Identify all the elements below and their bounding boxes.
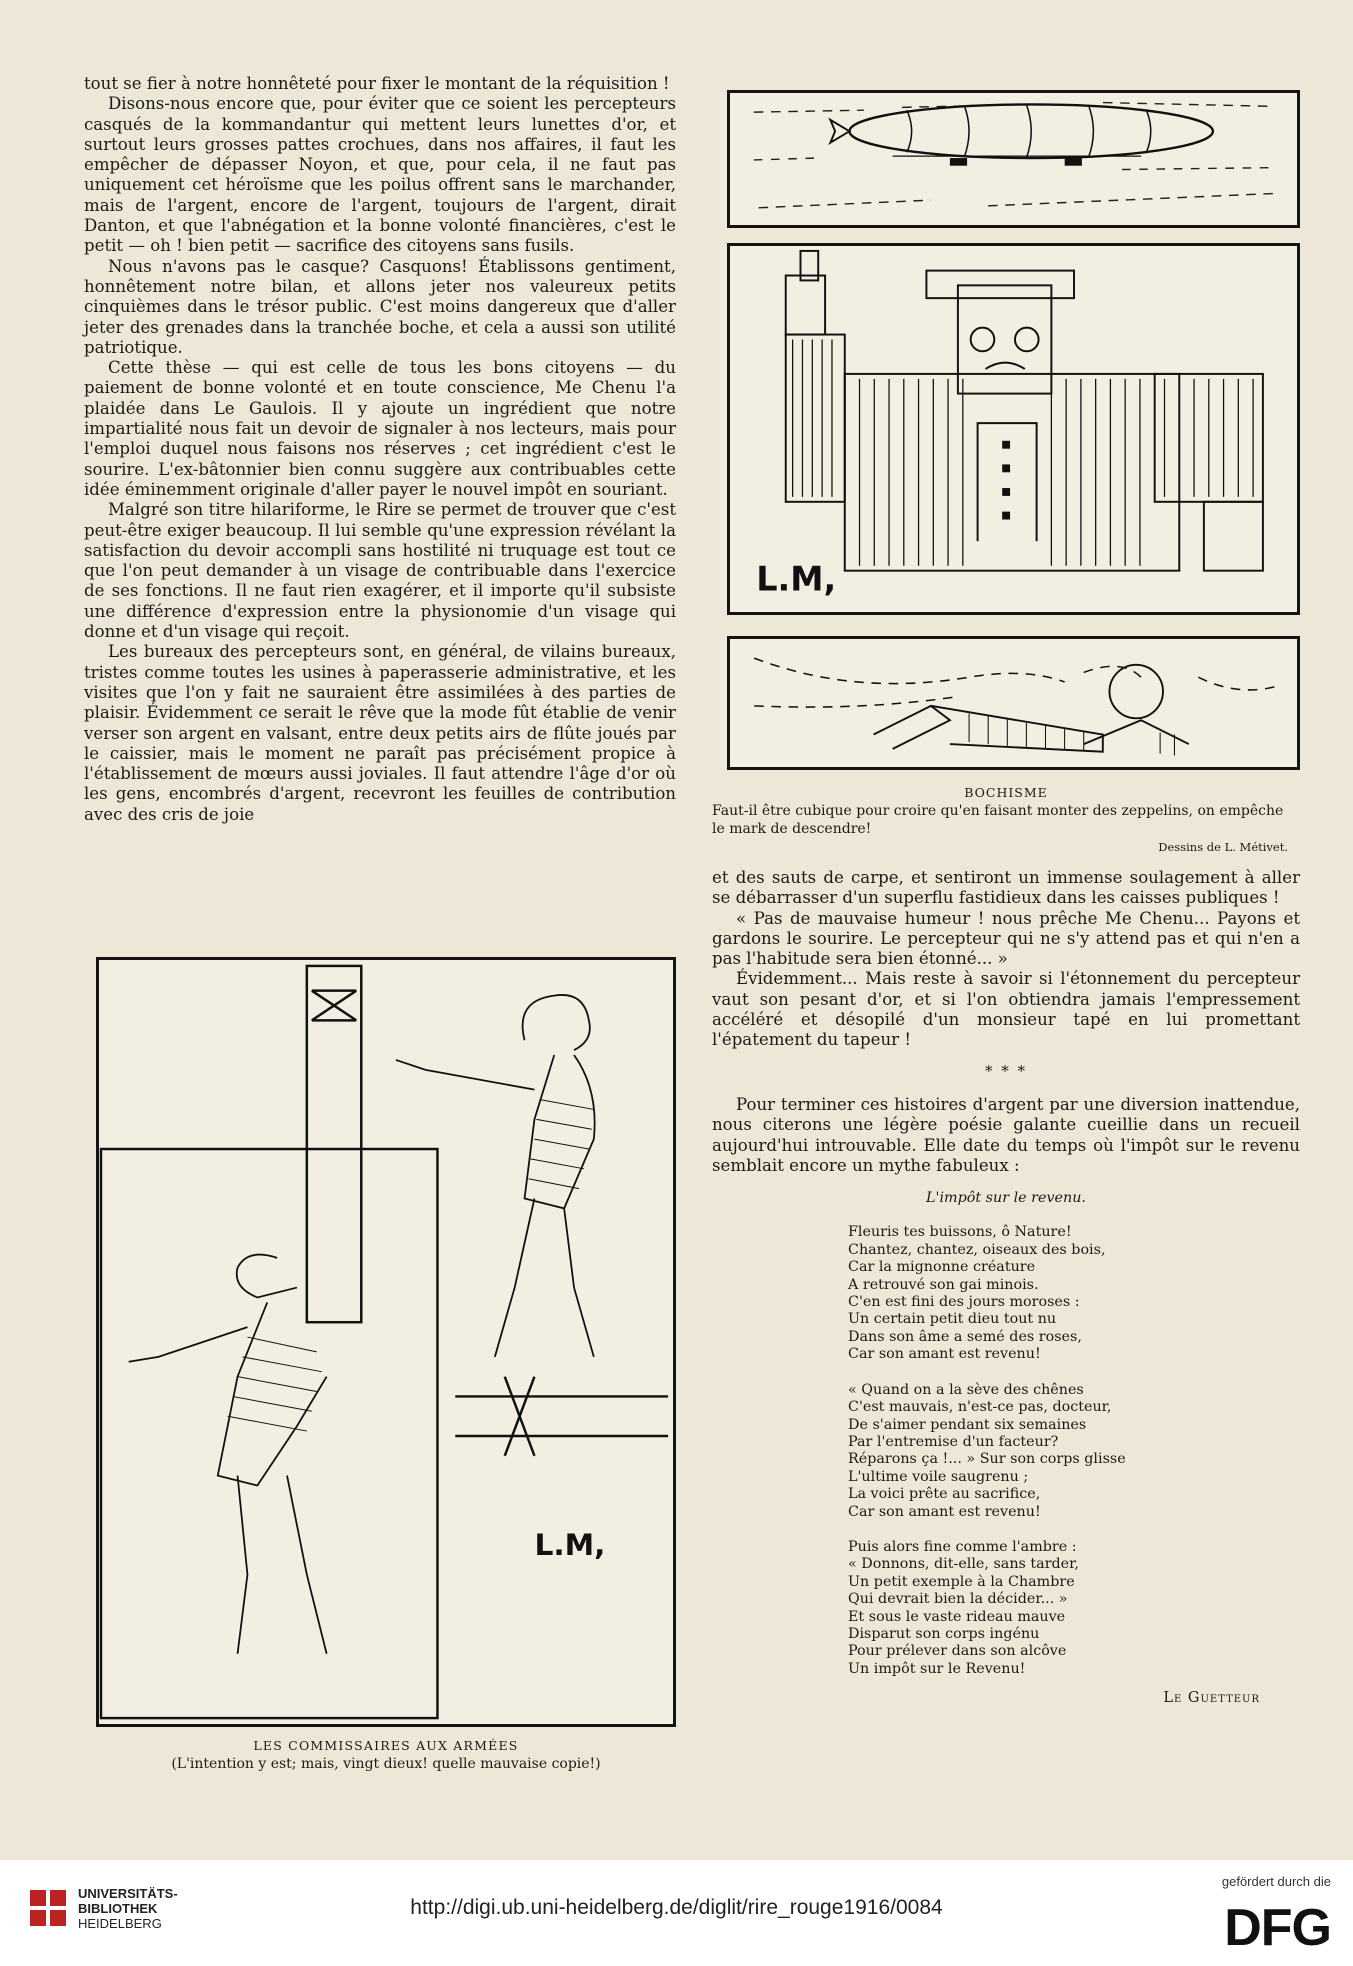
- poem-line: Et sous le vaste rideau mauve: [848, 1608, 1066, 1625]
- caption-text: (L'intention y est; mais, vingt dieux! quelle mauvaise copie!): [171, 1756, 601, 1772]
- poem-stanza: [848, 1224, 1300, 1363]
- poem: [848, 1224, 1300, 1678]
- poem-line: Un impôt sur le Revenu!: [848, 1660, 1026, 1677]
- section-divider: * * *: [984, 1061, 1028, 1080]
- cubist-man-drawing: [730, 246, 1297, 612]
- caption-title: BOCHISME: [964, 785, 1048, 800]
- caption-title: LES COMMISSAIRES AUX ARMÉES: [253, 1738, 519, 1753]
- poem-line: L'ultime voile saugrenu ;: [848, 1468, 1029, 1485]
- poem-line: De s'aimer pendant six semaines: [848, 1416, 1087, 1433]
- falling-man-panel: [727, 636, 1300, 770]
- source-url[interactable]: http://digi.ub.uni-heidelberg.de/diglit/rire_rouge1916/0084: [410, 1896, 943, 1919]
- caption-text: Faut-il être cubique pour croire qu'en faisant monter des zeppelins, on empêche le mark de descendre!: [712, 803, 1284, 837]
- paragraph: Malgré son titre hilariforme, le Rire se permet de trouver que c'est peut-être exiger beaucoup. Il lui semble qu'une expression révélant la satisfaction du devoir accompli sans hostilité ni truquage est tout ce que l'on peut demander à un visage de contribuable dans l'exercice de ses fonctions. Il ne faut rien exagérer, et il importe qu'il subsiste une différence d'expression entre la physionomie d'un visage qui donne et d'un visage qui reçoit.: [84, 500, 676, 642]
- monogram: L.M,: [756, 559, 837, 599]
- poem-stanza: [848, 1539, 1300, 1678]
- falling-man-drawing: [730, 639, 1297, 767]
- author-signature: Le Guetteur: [1163, 1690, 1260, 1707]
- poem-line: Qui devrait bien la décider... »: [848, 1591, 1068, 1608]
- poem-line: Dans son âme a semé des roses,: [848, 1328, 1082, 1345]
- poem-line: Réparons ça !... » Sur son corps glisse: [848, 1451, 1126, 1468]
- poem-line: C'en est fini des jours moroses :: [848, 1294, 1080, 1311]
- paragraph: Cette thèse — qui est celle de tous les bons citoyens — du paiement de bonne volonté et en toute conscience, Me Chenu l'a plaidée dans Le Gaulois. Il y ajoute un ingrédient que notre impartialité nous fait un devoir de signaler à nos lecteurs, mais pour l'emploi duquel nous faisons nos réserves ; cet ingrédient c'est le sourire. L'ex-bâtonnier bien connu suggère aux contribuables cette idée éminemment originale d'aller payer le nouvel impôt en souriant.: [84, 358, 676, 499]
- article-left-column: [84, 74, 676, 825]
- poem-line: Un certain petit dieu tout nu: [848, 1311, 1057, 1328]
- paragraph: et des sauts de carpe, et sentiront un immense soulagement à aller se débarrasser d'un superflu fastidieux dans les caisses publiques !: [712, 868, 1300, 908]
- paragraph: tout se fier à notre honnêteté pour fixer le montant de la réquisition !: [84, 74, 670, 93]
- paragraph: « Pas de mauvaise humeur ! nous prêche Me Chenu... Payons et gardons le sourire. Le percepteur qui ne s'y attend pas et qui n'en a pas l'habitude sera bien étonné... »: [712, 908, 1300, 969]
- poem-line: A retrouvé son gai minois.: [848, 1276, 1039, 1293]
- paragraph: Évidemment... Mais reste à savoir si l'étonnement du percepteur vaut son pesant d'or, et si l'on obtiendra jamais l'empressement accéléré et désopilé d'un monsieur tapé en lui promettant l'épatement du tapeur !: [712, 969, 1300, 1050]
- dfg-logo: DFG: [1224, 1899, 1331, 1957]
- left-cartoon-caption: [96, 1736, 676, 1774]
- digitization-footer: [0, 1860, 1353, 1966]
- right-cartoon-caption: [712, 784, 1300, 856]
- poem-line: Pour prélever dans son alcôve: [848, 1643, 1067, 1660]
- cubist-man-panel: [727, 243, 1300, 615]
- library-name: UNIVERSITÄTS- BIBLIOTHEK HEIDELBERG: [78, 1886, 178, 1931]
- poem-line: C'est mauvais, n'est-ce pas, docteur,: [848, 1399, 1112, 1416]
- zeppelin-drawing: [730, 93, 1297, 225]
- paragraph: Nous n'avons pas le casque? Casquons! Établissons gentiment, honnêtement notre bilan, et allons jeter nos valeureux petits cinquièmes dans le trésor public. C'est moins dangereux que d'aller jeter des grenades dans la tranchée boche, et cela a aussi son utilité patriotique.: [84, 256, 676, 357]
- poem-line: Car son amant est revenu!: [848, 1503, 1041, 1520]
- poem-line: Fleuris tes buissons, ô Nature!: [848, 1224, 1072, 1241]
- poem-line: Chantez, chantez, oiseaux des bois,: [848, 1241, 1106, 1258]
- poem-line: Un petit exemple à la Chambre: [848, 1573, 1075, 1590]
- illustration-credit: Dessins de L. Métivet.: [1158, 840, 1288, 854]
- paragraph: Les bureaux des percepteurs sont, en général, de vilains bureaux, tristes comme toutes les usines à paperasserie administrative, et les visites que l'on y fait ne sauraient être assimilées à des parties de plaisir. Évidemment ce serait le rêve que la mode fût établie de venir verser son argent en valsant, entre deux petits airs de flûte joués par le caissier, mais le moment ne paraît pas précisément propice à l'établissement de mœurs aussi joviales. Il faut attendre l'âge d'or où les gens, encombrés d'argent, recevront les feuilles de contribution avec des cris de joie: [84, 642, 676, 824]
- sponsor-label: gefördert durch die: [1221, 1874, 1331, 1889]
- zeppelin-panel: [727, 90, 1300, 228]
- poem-stanza: [848, 1382, 1300, 1521]
- commissaires-cartoon: [96, 957, 676, 1727]
- monogram: L.M,: [534, 1526, 606, 1562]
- poem-line: « Quand on a la sève des chênes: [848, 1381, 1084, 1398]
- poem-line: Par l'entremise d'un facteur?: [848, 1433, 1059, 1450]
- poem-line: La voici prête au sacrifice,: [848, 1486, 1041, 1503]
- article-right-column: [712, 868, 1300, 1709]
- commissaires-drawing: [99, 960, 673, 1724]
- poem-line: Car son amant est revenu!: [848, 1346, 1041, 1363]
- poem-line: Puis alors fine comme l'ambre :: [848, 1538, 1077, 1555]
- paragraph: Pour terminer ces histoires d'argent par une diversion inattendue, nous citerons une légère poésie galante cueillie dans un recueil aujourd'hui introuvable. Elle date du temps où l'impôt sur le revenu semblait encore un mythe fabuleux :: [712, 1094, 1300, 1175]
- poem-line: Car la mignonne créature: [848, 1259, 1036, 1276]
- poem-line: Disparut son corps ingénu: [848, 1625, 1040, 1642]
- poem-line: « Donnons, dit-elle, sans tarder,: [848, 1556, 1079, 1573]
- poem-title: L'impôt sur le revenu.: [926, 1190, 1086, 1207]
- paragraph: Disons-nous encore que, pour éviter que ce soient les percepteurs casqués de la kommandantur qui mettent leurs lunettes d'or, et surtout leurs grosses pattes crochues, dans nos affaires, il faut les empêcher de dépasser Noyon, et que, pour cela, il ne faut pas uniquement cet héroïsme que les poilus offrent sans le marchander, mais de l'argent, encore de l'argent, toujours de l'argent, dirait Danton, et que l'abnégation et la bonne volonté financières, c'est le petit — oh ! bien petit — sacrifice des citoyens sans fusils.: [84, 94, 676, 256]
